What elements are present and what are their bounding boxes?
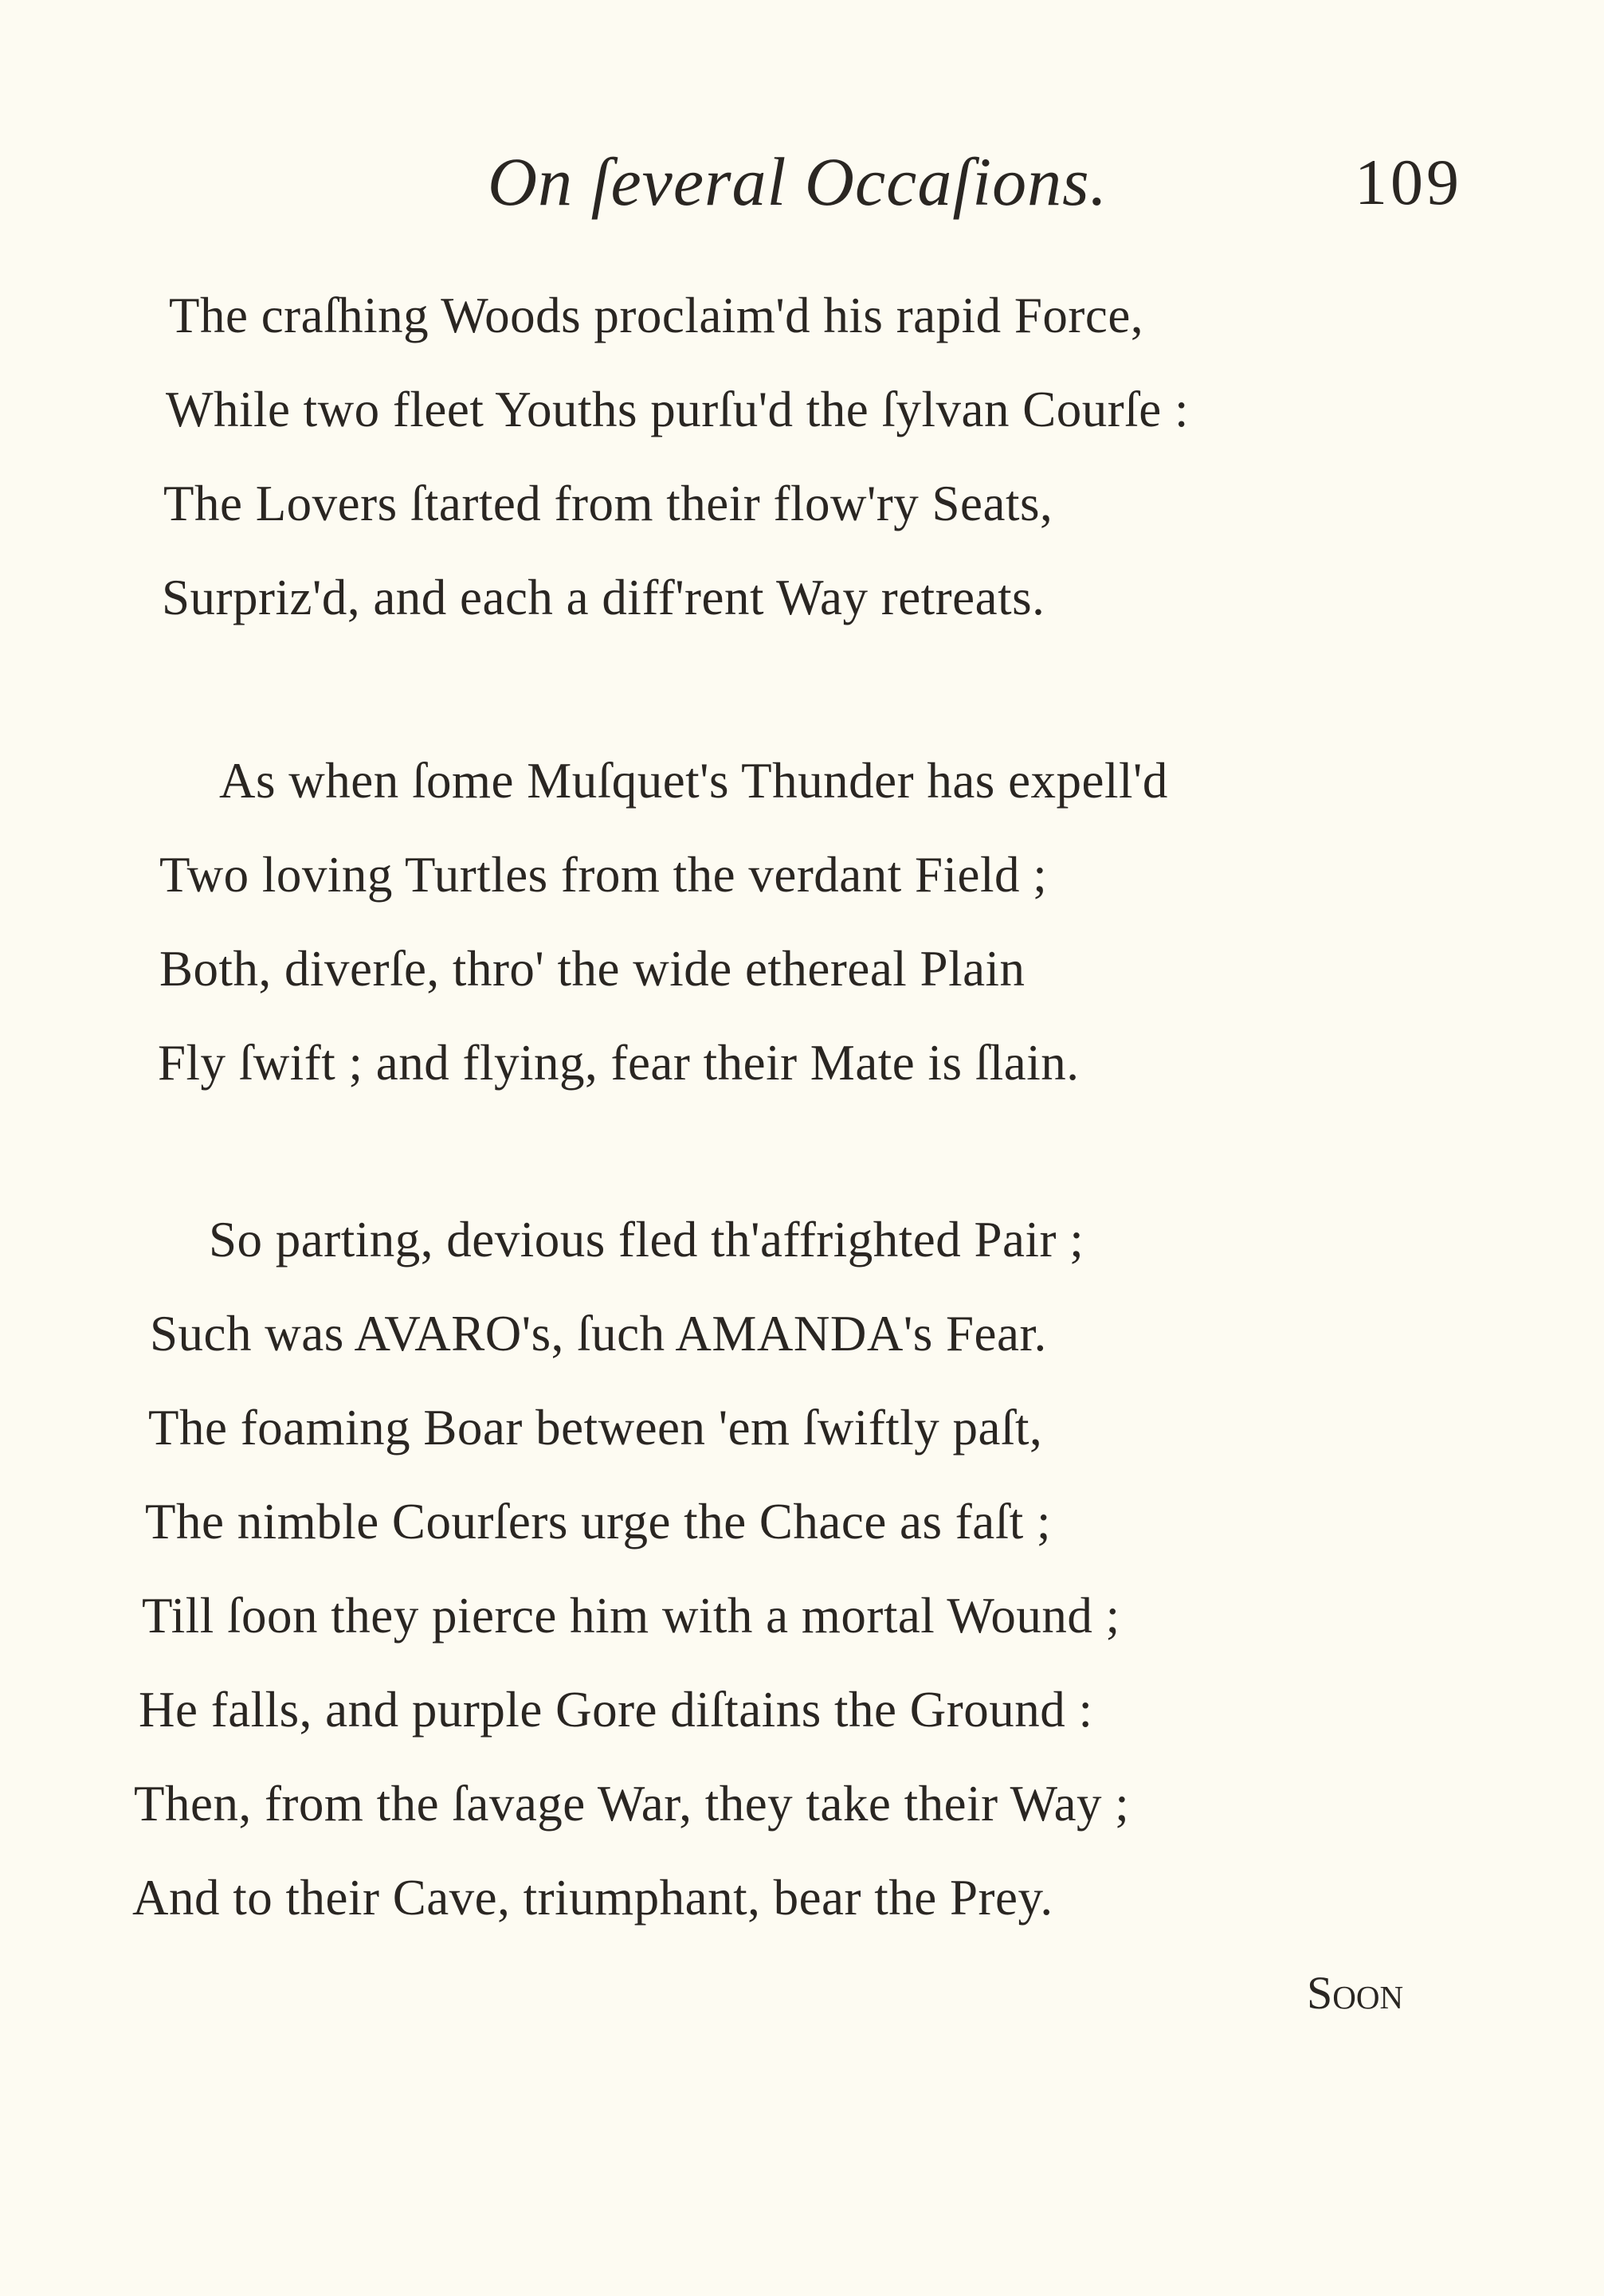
verse-line: And to their Cave, triumphant, bear the Prey. xyxy=(132,1870,1053,1926)
verse-line: The nimble Courſers urge the Chace as faſt ; xyxy=(145,1494,1051,1550)
verse-line: The foaming Boar between 'em ſwiftly paſt, xyxy=(148,1400,1043,1456)
running-title: On ſeveral Occaſions. xyxy=(488,143,1108,220)
verse-line: Till ſoon they pierce him with a mortal Wound ; xyxy=(142,1588,1120,1644)
verse-line: While two fleet Youths purſu'd the ſylvan Courſe : xyxy=(166,382,1189,437)
running-head xyxy=(0,142,1604,229)
verse-line: The Lovers ſtarted from their flow'ry Seats, xyxy=(163,476,1053,531)
verse-line: Surpriz'd, and each a diff'rent Way retreats. xyxy=(162,570,1045,625)
verse-line: Both, diverſe, thro' the wide ethereal Plain xyxy=(159,941,1026,997)
catchword: Soon xyxy=(1307,1967,1404,2019)
verse-line: The craſhing Woods proclaim'd his rapid Force, xyxy=(169,288,1144,343)
verse-line: So parting, devious fled th'affrighted Pair ; xyxy=(209,1212,1084,1268)
verse-line: Fly ſwift ; and flying, fear their Mate is ſlain. xyxy=(158,1035,1080,1091)
verse-line: He falls, and purple Gore diſtains the Ground : xyxy=(139,1682,1093,1738)
verse-line: Then, from the ſavage War, they take their Way ; xyxy=(134,1776,1130,1832)
verse-line: As when ſome Muſquet's Thunder has expell'd xyxy=(219,753,1168,809)
verse-line: Such was AVARO's, ſuch AMANDA's Fear. xyxy=(150,1306,1047,1362)
verse-line: Two loving Turtles from the verdant Field ; xyxy=(159,847,1048,903)
page-number: 109 xyxy=(1355,146,1462,218)
